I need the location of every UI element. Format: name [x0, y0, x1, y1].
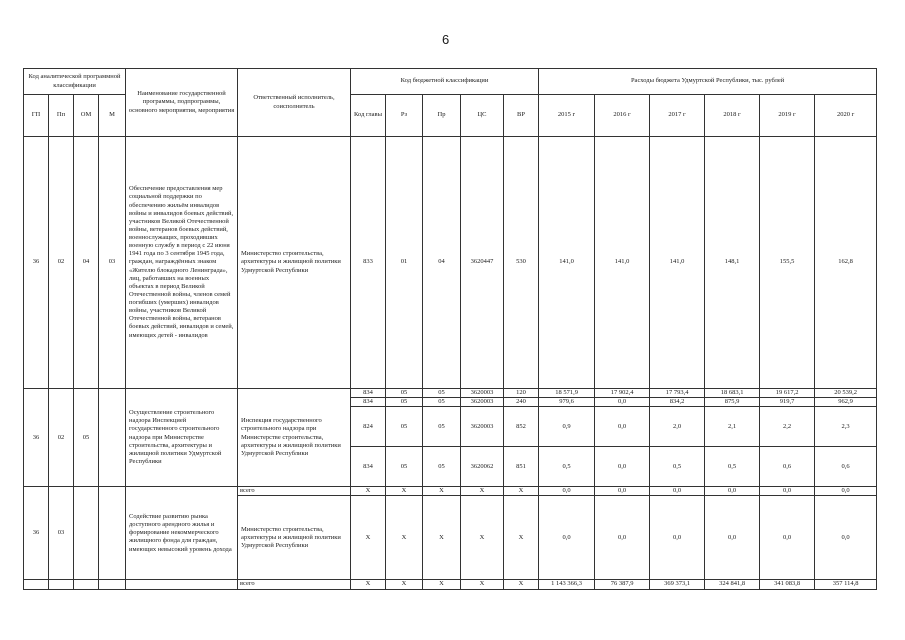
value-cell: 357 114,8	[815, 580, 877, 589]
value-cell: 18 683,1	[705, 389, 760, 398]
value-cell: 2,2	[760, 407, 815, 447]
value-cell: 0,0	[705, 496, 760, 580]
rz-cell: X	[386, 580, 423, 589]
value-cell: 0,0	[595, 496, 650, 580]
value-cell: 0,0	[539, 487, 595, 496]
om-cell	[74, 580, 99, 589]
value-cell: 341 083,8	[760, 580, 815, 589]
value-cell: 2,0	[650, 407, 705, 447]
cs-cell: 3620447	[461, 137, 504, 389]
value-cell: 20 539,2	[815, 389, 877, 398]
value-cell: 0,5	[705, 447, 760, 487]
pr-header: Пр	[423, 95, 461, 137]
value-cell: 17 902,4	[595, 389, 650, 398]
activity-name: Обеспечение предоставления мер социальной поддержки по обеспечению жильём инвалидов войны и инвалидов боевых действий, участников Великой Отечественной войны, ветеранов боевых действий, военнослужащих, проходивших военную службу в период с 22 июня 1941 года по 3 сентября 1945 года, граждан, награждённых знаком «Жителю блокадного Ленинграда», лиц, работавших на военных объектах в период Великой Отечественной войны, членов семей погибших (умерших) инвалидов войны, участников Великой Отечественной войны, ветеранов боевых действий, инвалидов и семей, имеющих детей - инвалидов	[126, 137, 238, 389]
value-cell: 324 841,8	[705, 580, 760, 589]
executor-header: Ответственный исполнитель, соисполнитель	[238, 69, 351, 137]
om-header: ОМ	[74, 95, 99, 137]
pr-cell: X	[423, 580, 461, 589]
pr-cell: 05	[423, 389, 461, 398]
value-cell: 17 793,4	[650, 389, 705, 398]
kod-cell: 824	[351, 407, 386, 447]
cs-cell: X	[461, 496, 504, 580]
activity-name	[126, 580, 238, 589]
value-cell: 2,1	[705, 407, 760, 447]
value-cell: 148,1	[705, 137, 760, 389]
value-cell: 76 387,9	[595, 580, 650, 589]
cs-cell: 3620003	[461, 398, 504, 407]
executor-cell: Министерство строительства, архитектуры и жилищной политики Удмуртской Республики	[238, 496, 351, 580]
table-row	[24, 137, 877, 389]
pp-header: Пп	[49, 95, 74, 137]
pp-cell	[49, 580, 74, 589]
m-cell	[99, 389, 126, 487]
value-cell: 0,0	[760, 487, 815, 496]
table-row	[24, 580, 877, 589]
value-cell: 18 571,9	[539, 389, 595, 398]
year-header: 2020 г	[815, 95, 877, 137]
vr-cell: 530	[504, 137, 539, 389]
vr-cell: X	[504, 496, 539, 580]
vr-cell: 851	[504, 447, 539, 487]
value-cell: 0,0	[815, 487, 877, 496]
cs-cell: X	[461, 487, 504, 496]
vr-cell: 120	[504, 389, 539, 398]
table-row	[24, 487, 877, 496]
pp-cell: 03	[49, 487, 74, 580]
gp-cell	[24, 580, 49, 589]
table-row	[24, 389, 877, 398]
om-cell	[74, 487, 99, 580]
m-cell	[99, 580, 126, 589]
value-cell: 875,9	[705, 398, 760, 407]
value-cell: 141,0	[650, 137, 705, 389]
value-cell: 0,0	[539, 496, 595, 580]
kod-cell: 834	[351, 389, 386, 398]
pp-cell: 02	[49, 137, 74, 389]
vr-cell: 852	[504, 407, 539, 447]
kod-cell: 834	[351, 447, 386, 487]
value-cell: 141,0	[595, 137, 650, 389]
rz-cell: 01	[386, 137, 423, 389]
pr-cell: 04	[423, 137, 461, 389]
rz-header: Рз	[386, 95, 423, 137]
kod-cell: 833	[351, 137, 386, 389]
vsego-label: всего	[238, 580, 351, 589]
year-header: 2016 г	[595, 95, 650, 137]
rz-cell: 05	[386, 398, 423, 407]
value-cell: 1 143 366,3	[539, 580, 595, 589]
kod-cell: 834	[351, 398, 386, 407]
executor-cell: Инспекция государственного строительного надзора при Министерстве строительства, архитектуры и жилищной политики Удмуртской Республики	[238, 389, 351, 487]
value-cell: 0,0	[595, 398, 650, 407]
cs-cell: 3620003	[461, 407, 504, 447]
pr-cell: X	[423, 496, 461, 580]
kod-cell: X	[351, 580, 386, 589]
vr-cell: X	[504, 487, 539, 496]
year-header: 2018 г	[705, 95, 760, 137]
value-cell: 0,5	[539, 447, 595, 487]
value-cell: 0,5	[650, 447, 705, 487]
pr-cell: 05	[423, 407, 461, 447]
year-header: 2019 г	[760, 95, 815, 137]
value-cell: 834,2	[650, 398, 705, 407]
value-cell: 0,6	[760, 447, 815, 487]
vr-header: ВР	[504, 95, 539, 137]
value-cell: 141,0	[539, 137, 595, 389]
vsego-label: всего	[238, 487, 351, 496]
value-cell: 0,0	[760, 496, 815, 580]
gp-cell: 36	[24, 137, 49, 389]
rz-cell: 05	[386, 407, 423, 447]
value-cell: 0,6	[815, 447, 877, 487]
vr-cell: 240	[504, 398, 539, 407]
value-cell: 2,3	[815, 407, 877, 447]
pr-cell: 05	[423, 398, 461, 407]
expenses-header: Расходы бюджета Удмуртской Республики, тыс. рублей	[539, 69, 877, 95]
pp-cell: 02	[49, 389, 74, 487]
kod-cell: X	[351, 487, 386, 496]
gp-cell: 36	[24, 389, 49, 487]
kod-glavy-header: Код главы	[351, 95, 386, 137]
value-cell: 0,0	[650, 487, 705, 496]
budget-code-header: Код бюджетной классификации	[351, 69, 539, 95]
m-header: М	[99, 95, 126, 137]
pr-cell: 05	[423, 447, 461, 487]
rz-cell: X	[386, 487, 423, 496]
name-header: Наименование государственной программы, подпрограммы, основного мероприятия, мероприятия	[126, 69, 238, 137]
value-cell: 0,9	[539, 407, 595, 447]
value-cell: 19 617,2	[760, 389, 815, 398]
value-cell: 155,5	[760, 137, 815, 389]
kod-cell: X	[351, 496, 386, 580]
header-row-1	[24, 69, 877, 95]
cs-cell: X	[461, 580, 504, 589]
om-cell: 04	[74, 137, 99, 389]
budget-table	[23, 68, 877, 590]
value-cell: 962,9	[815, 398, 877, 407]
cs-cell: 3620003	[461, 389, 504, 398]
value-cell: 919,7	[760, 398, 815, 407]
rz-cell: 05	[386, 389, 423, 398]
rz-cell: 05	[386, 447, 423, 487]
value-cell: 162,8	[815, 137, 877, 389]
value-cell: 369 373,1	[650, 580, 705, 589]
gp-cell: 36	[24, 487, 49, 580]
year-header: 2015 г	[539, 95, 595, 137]
rz-cell: X	[386, 496, 423, 580]
executor-cell: Министерство строительства, архитектуры и жилищной политики Удмуртской Республики	[238, 137, 351, 389]
value-cell: 0,0	[650, 496, 705, 580]
m-cell	[99, 487, 126, 580]
m-cell: 03	[99, 137, 126, 389]
value-cell: 0,0	[595, 487, 650, 496]
cs-cell: 3620062	[461, 447, 504, 487]
value-cell: 979,6	[539, 398, 595, 407]
page-number: 6	[442, 32, 450, 47]
activity-name: Осуществление строительного надзора Инспекцией государственного строительного надзора при Министерстве строительства, архитектуры и жилищной политики Удмуртской Республики	[126, 389, 238, 487]
pr-cell: X	[423, 487, 461, 496]
analytic-code-header: Код аналитической программной классификации	[24, 69, 126, 95]
cs-header: ЦС	[461, 95, 504, 137]
value-cell: 0,0	[705, 487, 760, 496]
value-cell: 0,0	[595, 407, 650, 447]
gp-header: ГП	[24, 95, 49, 137]
om-cell: 05	[74, 389, 99, 487]
activity-name: Содействие развитию рынка доступного арендного жилья и формирование некоммерческого жилищного фонда для граждан, имеющих невысокий уровень дохода	[126, 487, 238, 580]
value-cell: 0,0	[815, 496, 877, 580]
vr-cell: X	[504, 580, 539, 589]
value-cell: 0,0	[595, 447, 650, 487]
year-header: 2017 г	[650, 95, 705, 137]
